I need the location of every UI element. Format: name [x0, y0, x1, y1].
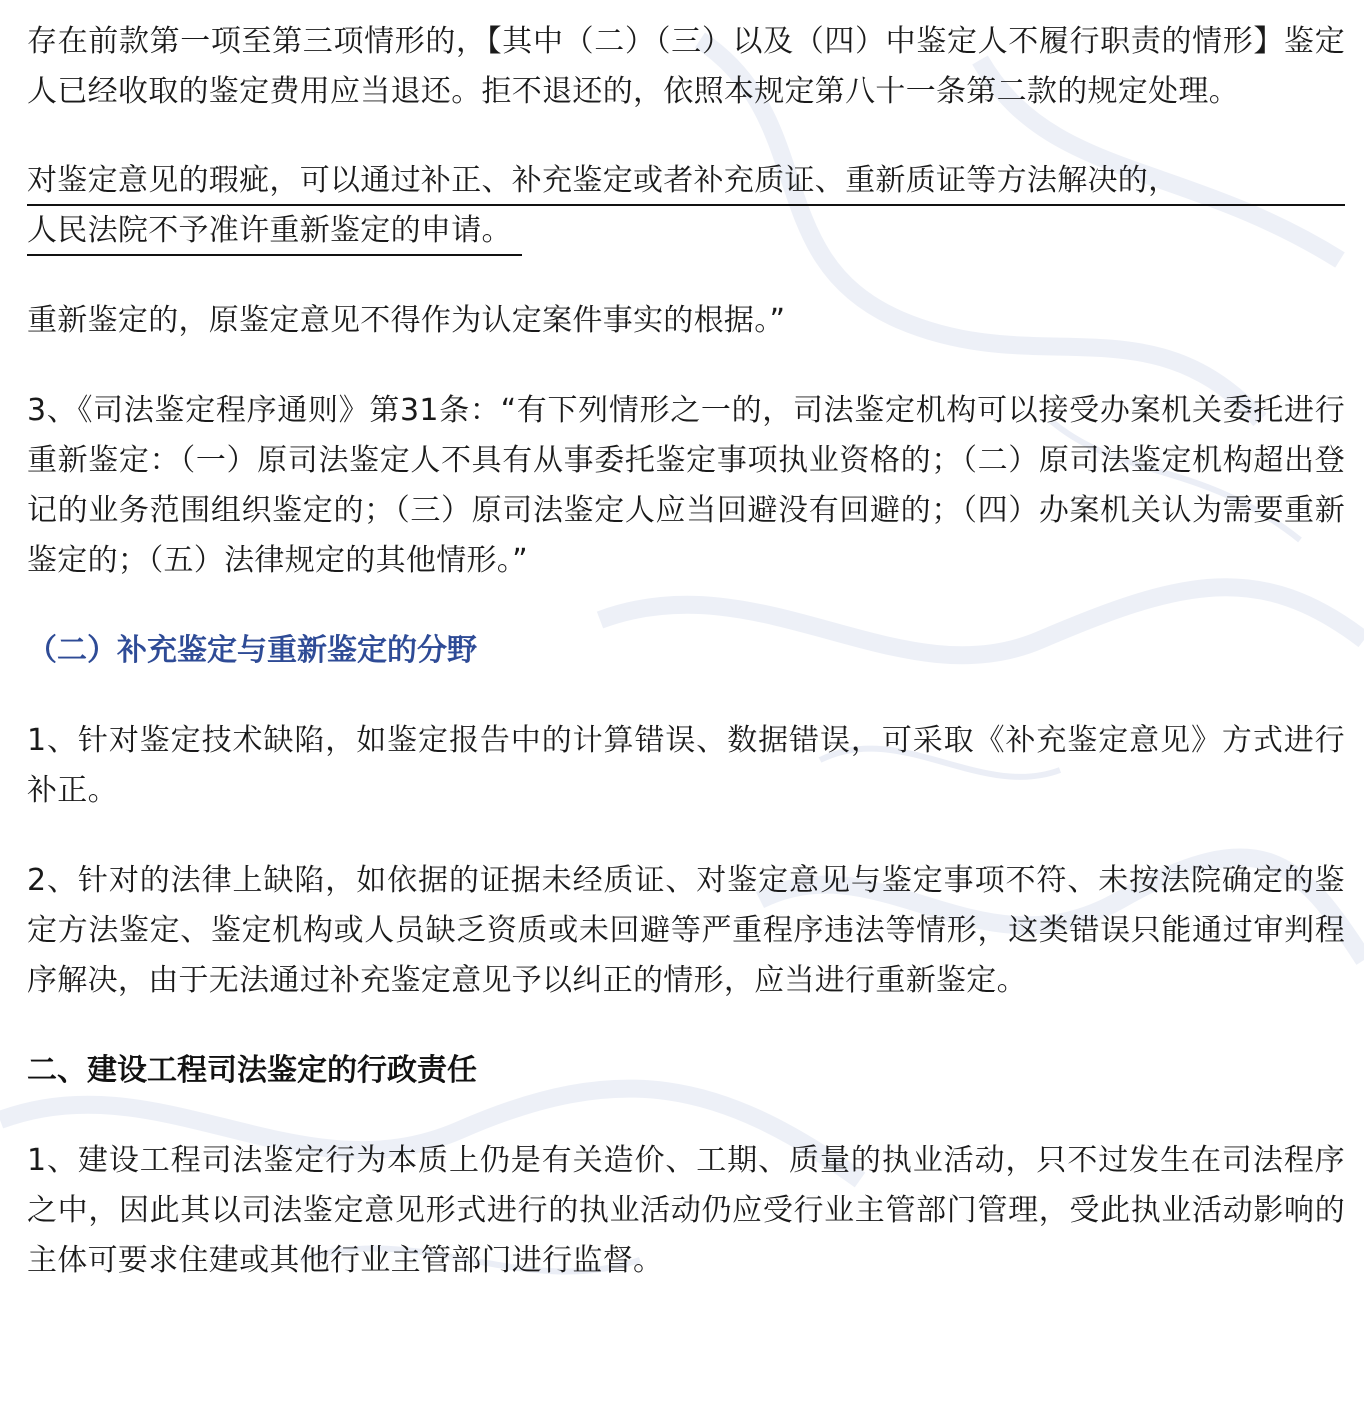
underlined-line-1: 对鉴定意见的瑕疵，可以通过补正、补充鉴定或者补充质证、重新质证等方法解决的，: [27, 157, 1345, 206]
paragraph-administrative-liability: 1、建设工程司法鉴定行为本质上仍是有关造价、工期、质量的执业活动，只不过发生在司法程序之中，因此其以司法鉴定意见形式进行的执业活动仍应受行业主管部门管理，受此执业活动影响的主体可要求住建或其他行业主管部门进行监督。: [27, 1143, 1345, 1278]
paragraph-technical-defects: 1、针对鉴定技术缺陷，如鉴定报告中的计算错误、数据错误，可采取《补充鉴定意见》方式进行补正。: [27, 723, 1345, 808]
paragraph-procedure-rules: 3、《司法鉴定程序通则》第31条：“有下列情形之一的，司法鉴定机构可以接受办案机关委托进行重新鉴定：（一）原司法鉴定人不具有从事委托鉴定事项执业资格的；（二）原司法鉴定机构超出登记的业务范围组织鉴定的；（三）原司法鉴定人应当回避没有回避的；（四）办案机关认为需要重新鉴定的；（五）法律规定的其他情形。”: [27, 393, 1345, 578]
underlined-line-2: 人民法院不予准许重新鉴定的申请。: [27, 207, 522, 256]
paragraph-refund-fees: 存在前款第一项至第三项情形的，【其中（二）（三）以及（四）中鉴定人不履行职责的情形】鉴定人已经收取的鉴定费用应当退还。拒不退还的，依照本规定第八十一条第二款的规定处理。: [27, 24, 1345, 109]
paragraph-legal-defects: 2、针对的法律上缺陷，如依据的证据未经质证、对鉴定意见与鉴定事项不符、未按法院确定的鉴定方法鉴定、鉴定机构或人员缺乏资质或未回避等严重程序违法等情形，这类错误只能通过审判程序解决，由于无法通过补充鉴定意见予以纠正的情形，应当进行重新鉴定。: [27, 863, 1345, 998]
section-heading: 二、建设工程司法鉴定的行政责任: [27, 1053, 477, 1088]
paragraph-defect-handling: [27, 157, 1345, 256]
paragraph-original-opinion: 重新鉴定的，原鉴定意见不得作为认定案件事实的根据。”: [27, 303, 786, 338]
section-subheading: （二）补充鉴定与重新鉴定的分野: [27, 633, 477, 668]
article-body: [27, 17, 1345, 1286]
